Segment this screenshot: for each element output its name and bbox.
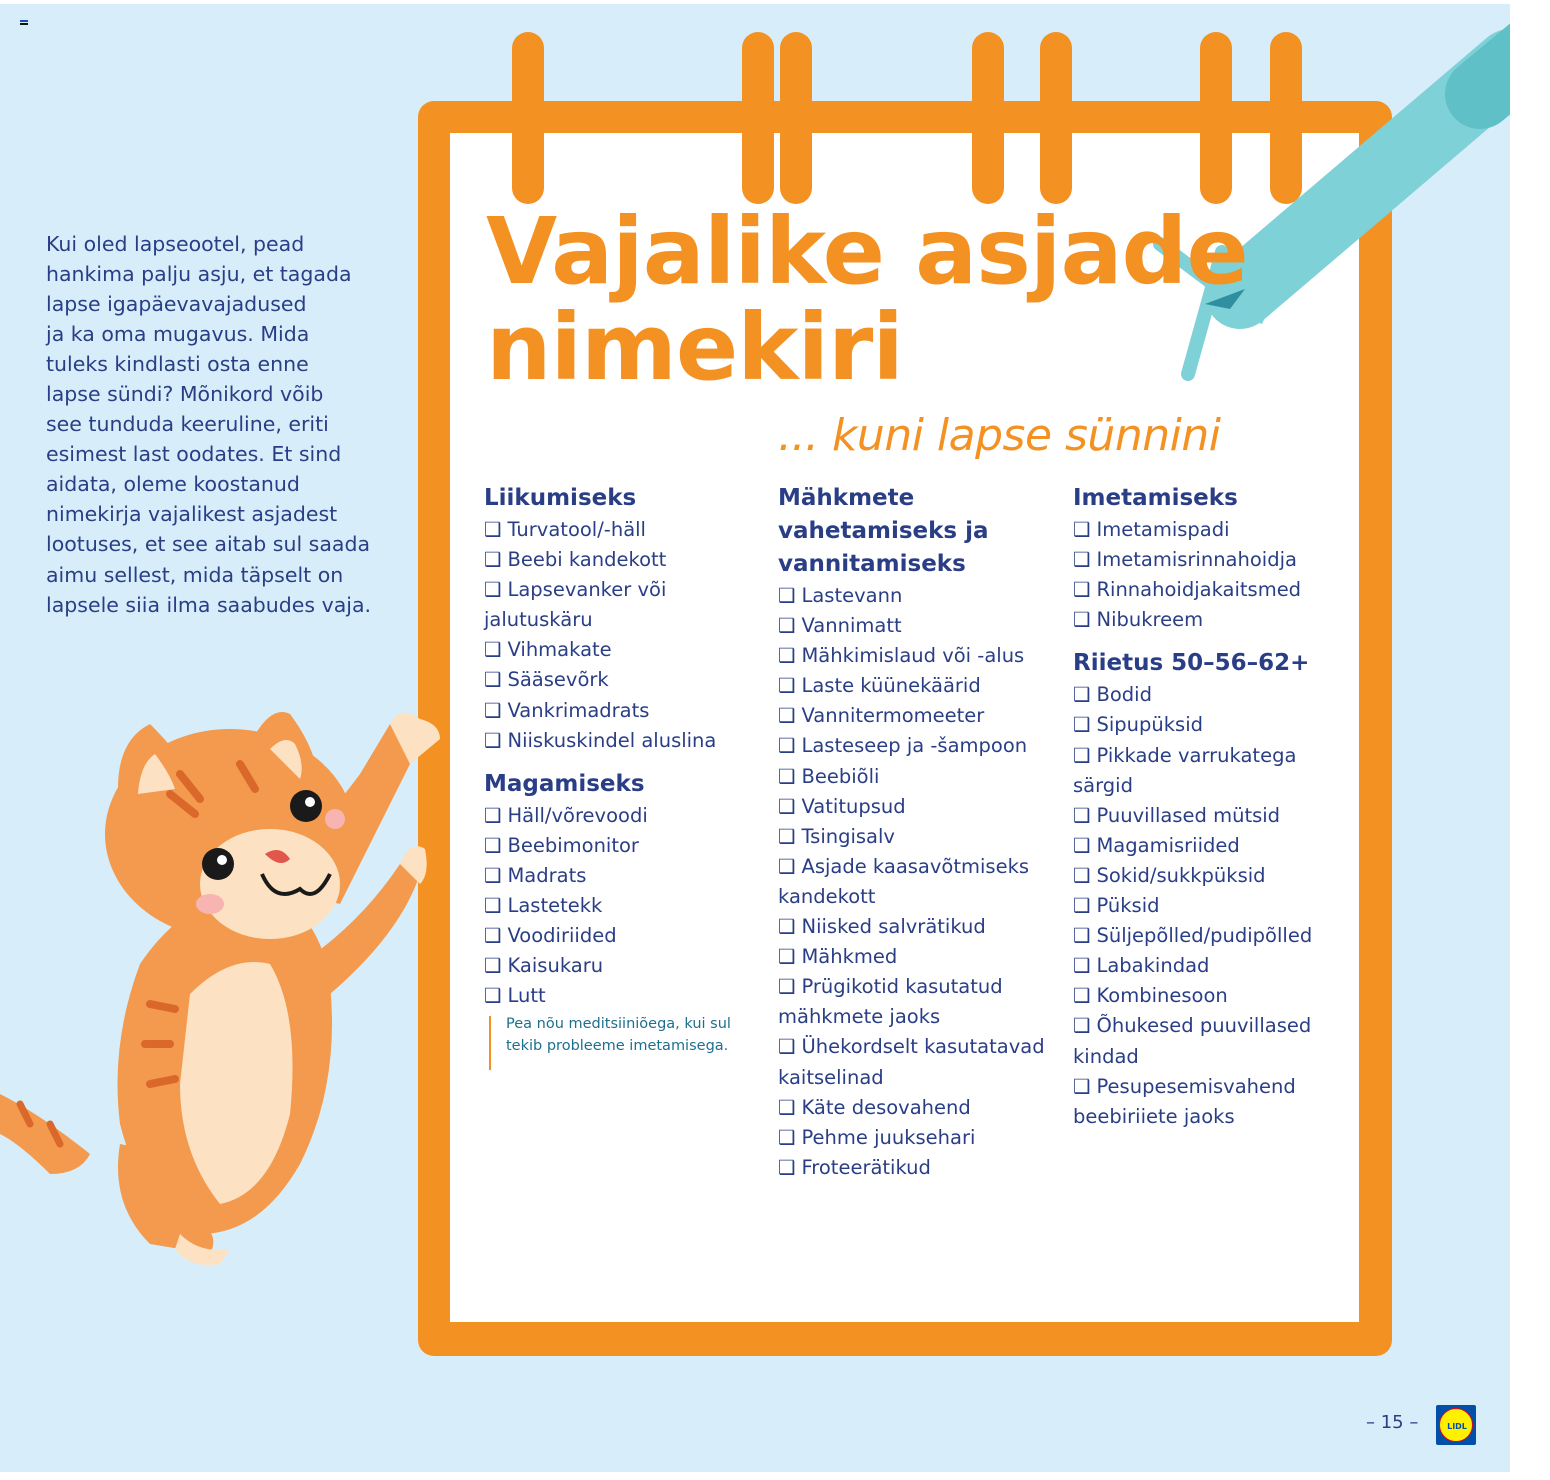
checklist-item[interactable]: ❑ Lasteseep ja -šampoon bbox=[778, 731, 1058, 761]
checklist-item[interactable]: ❑ Voodiriided bbox=[484, 921, 754, 951]
checklist-item[interactable]: ❑ Beebi kandekott bbox=[484, 545, 754, 575]
checklist-item[interactable]: ❑ Lutt bbox=[484, 981, 754, 1011]
checklist-item[interactable]: ❑ Õhukesed puuvillased kindad bbox=[1073, 1011, 1343, 1071]
checklist-item[interactable]: ❑ Süljepõlled/pudipõlled bbox=[1073, 921, 1343, 951]
checklist-item[interactable]: ❑ Laste küünekäärid bbox=[778, 671, 1058, 701]
section-heading-imetamiseks: Imetamiseks bbox=[1073, 485, 1238, 511]
column-1 bbox=[484, 482, 754, 1057]
checklist-item[interactable]: ❑ Püksid bbox=[1073, 891, 1343, 921]
checklist-item[interactable]: ❑ Kombinesoon bbox=[1073, 981, 1343, 1011]
checklist-item[interactable]: ❑ Puuvillased mütsid bbox=[1073, 801, 1343, 831]
column-2 bbox=[778, 482, 1058, 1195]
checklist-item[interactable]: ❑ Lastetekk bbox=[484, 891, 754, 921]
checklist-item[interactable]: ❑ Vatitupsud bbox=[778, 792, 1058, 822]
page-number: – 15 – bbox=[1366, 1412, 1419, 1433]
advice-note: Pea nõu meditsiiniõega, kui sul tekib probleeme imetamisega. bbox=[484, 1013, 754, 1057]
checklist-item[interactable]: ❑ Sääsevõrk bbox=[484, 665, 754, 695]
checklist-item[interactable]: ❑ Asjade kaasavõtmiseks kandekott bbox=[778, 852, 1058, 912]
checklist-item[interactable]: ❑ Kaisukaru bbox=[484, 951, 754, 981]
checklist-item[interactable]: ❑ Beebimonitor bbox=[484, 831, 754, 861]
page bbox=[0, 4, 1510, 1472]
checklist-item[interactable]: ❑ Sokid/sukkpüksid bbox=[1073, 861, 1343, 891]
checklist-magamiseks bbox=[484, 801, 754, 1012]
checklist-item[interactable]: ❑ Vihmakate bbox=[484, 635, 754, 665]
checklist-mahkmete bbox=[778, 581, 1058, 1183]
checklist-item[interactable]: ❑ Turvatool/-häll bbox=[484, 515, 754, 545]
section-heading-liikumiseks: Liikumiseks bbox=[484, 485, 637, 511]
checklist-item[interactable]: ❑ Prügikotid kasutatud mähkmete jaoks bbox=[778, 972, 1058, 1032]
lidl-logo-text: LIDL bbox=[1447, 1422, 1467, 1431]
intro-text: Kui oled lapseootel, pead hankima palju asju, et tagada lapse igapäevavajadused ja ka oma mugavus. Mida tuleks kindlasti osta enne lapse sündi? Mõnikord võib see tunduda keeruline, eriti esimest last oodates. Et sind aidata, oleme koostanud nimekirja vajalikest asjadest lootuses, et see aitab sul saada aimu sellest, mida täpselt on lapsele siia ilma saabudes vaja. bbox=[46, 231, 372, 617]
checklist-item[interactable]: ❑ Vannitermomeeter bbox=[778, 701, 1058, 731]
checklist-item[interactable]: ❑ Lapsevanker või jalutuskäru bbox=[484, 575, 754, 635]
section-heading-mahkmete: Mähkmete vahetamiseks ja vannitamiseks bbox=[778, 485, 989, 577]
checklist-item[interactable]: ❑ Imetamispadi bbox=[1073, 515, 1343, 545]
checklist-item[interactable]: ❑ Nibukreem bbox=[1073, 605, 1343, 635]
checklist-item[interactable]: ❑ Sipupüksid bbox=[1073, 710, 1343, 740]
checklist-item[interactable]: ❑ Pikkade varrukatega särgid bbox=[1073, 741, 1343, 801]
checklist-riietus bbox=[1073, 680, 1343, 1131]
checklist-item[interactable]: ❑ Magamisriided bbox=[1073, 831, 1343, 861]
column-3 bbox=[1073, 482, 1343, 1144]
checklist-item[interactable]: ❑ Häll/võrevoodi bbox=[484, 801, 754, 831]
page-title bbox=[486, 198, 1248, 401]
checklist-item[interactable]: ❑ Mähkmed bbox=[778, 942, 1058, 972]
checklist-imetamiseks bbox=[1073, 515, 1343, 635]
checklist-item[interactable]: ❑ Froteerätikud bbox=[778, 1153, 1058, 1183]
section-heading-magamiseks: Magamiseks bbox=[484, 770, 645, 797]
checklist-item[interactable]: ❑ Mähkimislaud või -alus bbox=[778, 641, 1058, 671]
checklist-item[interactable]: ❑ Pesupesemisvahend beebiriiete jaoks bbox=[1073, 1072, 1343, 1132]
checklist-item[interactable]: ❑ Labakindad bbox=[1073, 951, 1343, 981]
checklist-item[interactable]: ❑ Beebiõli bbox=[778, 762, 1058, 792]
checklist-item[interactable]: ❑ Niiskuskindel aluslina bbox=[484, 726, 754, 756]
title-line-1: Vajalike asjade bbox=[486, 198, 1248, 305]
page-subtitle: ... kuni lapse sünnini bbox=[778, 410, 1221, 461]
section-heading-riietus: Riietus 50–56–62+ bbox=[1073, 650, 1310, 677]
checklist-item[interactable]: ❑ Bodid bbox=[1073, 680, 1343, 710]
checklist-item[interactable]: ❑ Pehme juuksehari bbox=[778, 1123, 1058, 1153]
checklist-item[interactable]: ❑ Käte desovahend bbox=[778, 1093, 1058, 1123]
lidl-logo-circle bbox=[1439, 1408, 1473, 1442]
checklist-item[interactable]: ❑ Niisked salvrätikud bbox=[778, 912, 1058, 942]
checklist-item[interactable]: ❑ Madrats bbox=[484, 861, 754, 891]
checklist-item[interactable]: ❑ Ühekordselt kasutatavad kaitselinad bbox=[778, 1032, 1058, 1092]
checklist-item[interactable]: ❑ Lastevann bbox=[778, 581, 1058, 611]
checklist-item[interactable]: ❑ Vankrimadrats bbox=[484, 696, 754, 726]
checklist-liikumiseks bbox=[484, 515, 754, 756]
lidl-logo bbox=[1436, 1405, 1476, 1445]
checklist-item[interactable]: ❑ Rinnahoidjakaitsmed bbox=[1073, 575, 1343, 605]
title-line-2: nimekiri bbox=[486, 294, 903, 401]
checklist-item[interactable]: ❑ Tsingisalv bbox=[778, 822, 1058, 852]
checklist-item[interactable]: ❑ Imetamisrinnahoidja bbox=[1073, 545, 1343, 575]
checklist-item[interactable]: ❑ Vannimatt bbox=[778, 611, 1058, 641]
